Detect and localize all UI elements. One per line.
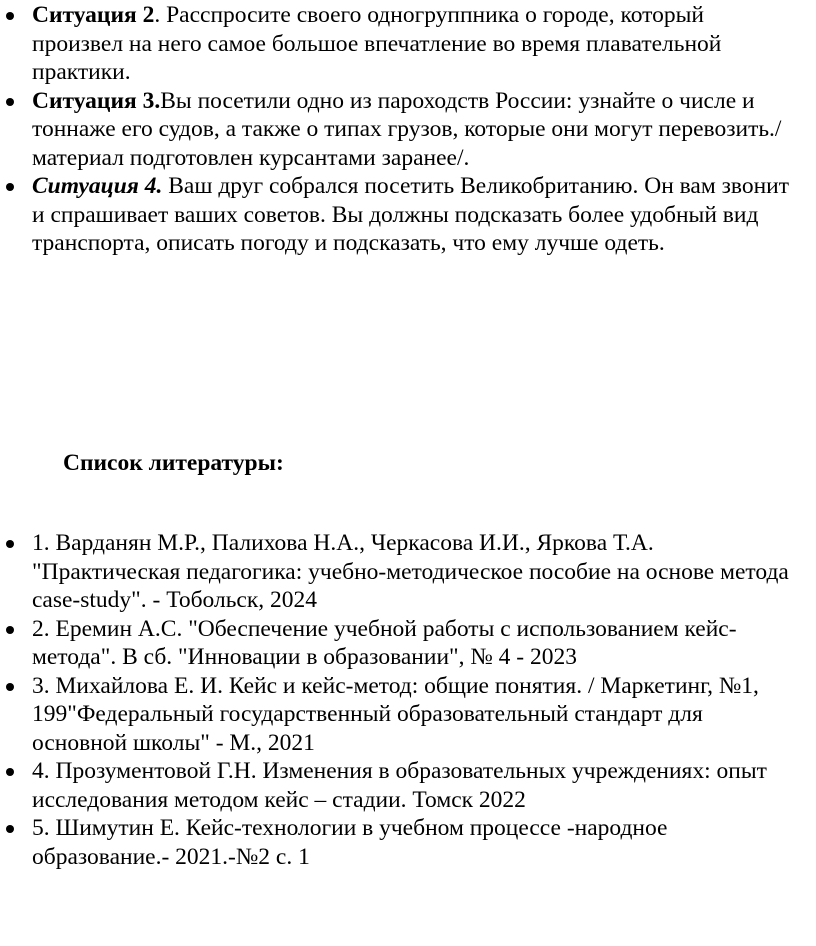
reference-item [0, 814, 816, 871]
situation-text: Ваш друг собрался посетить Великобританию. Он вам звонит и спрашивает ваших советов. Вы должны подсказать более удобный вид транспорта, описать погоду и подсказать, что ему лучше одеть. [32, 173, 790, 256]
bullet-icon [6, 540, 14, 548]
reference-text: 3. Михайлова Е. И. Кейс и кейс-метод: общие понятия. / Маркетинг, №1, 199"Федеральный государственный образовательный стандарт для основной школы" - М., 2021 [32, 672, 759, 756]
situation-text: Вы посетили одно из пароходств России: узнайте о числе и тоннаже его судов, а также о типах грузов, которые они могут перевозить./материал подготовлен курсантами заранее/. [32, 87, 782, 171]
situation-label: Ситуация 2 [32, 2, 155, 28]
situation-label: Ситуация 4. [32, 173, 163, 199]
reference-text: 4. Прозументовой Г.Н. Изменения в образовательных учреждениях: опыт исследования методом кейс – стадии. Томск 2022 [32, 758, 767, 813]
situation-text: . Расспросите своего одногруппника о городе, который произвел на него самое большое впечатление во время плавательной практики. [32, 2, 722, 85]
reference-text: 2. Еремин А.С. "Обеспечение учебной работы с использованием кейс-метода". В сб. "Инновации в образовании", № 4 - 2023 [32, 615, 737, 670]
bullet-icon [6, 98, 14, 106]
reference-item [0, 757, 816, 814]
bullet-icon [6, 683, 14, 691]
reference-item [0, 615, 816, 672]
bullet-icon [6, 768, 14, 776]
situation-item [0, 172, 816, 258]
situation-label: Ситуация 3. [32, 87, 161, 114]
reference-text: 5. Шимутин Е. Кейс-технологии в учебном процессе -народное образование.- 2021.-№2 с. 1 [32, 815, 668, 870]
situation-item [0, 87, 816, 173]
references-title: Список литературы: [63, 450, 284, 476]
bullet-icon [6, 626, 14, 634]
reference-item [0, 529, 816, 615]
references-list [0, 529, 816, 871]
reference-text: 1. Варданян М.Р., Палихова Н.А., Черкасова И.И., Яркова Т.А. "Практическая педагогика: учебно-методическое пособие на основе метода case-study". - Тобольск, 2024 [32, 530, 789, 613]
reference-item [0, 672, 816, 758]
bullet-icon [6, 825, 14, 833]
situations-list [0, 1, 816, 258]
bullet-icon [6, 183, 14, 191]
bullet-icon [6, 12, 14, 20]
situation-item [0, 1, 816, 87]
